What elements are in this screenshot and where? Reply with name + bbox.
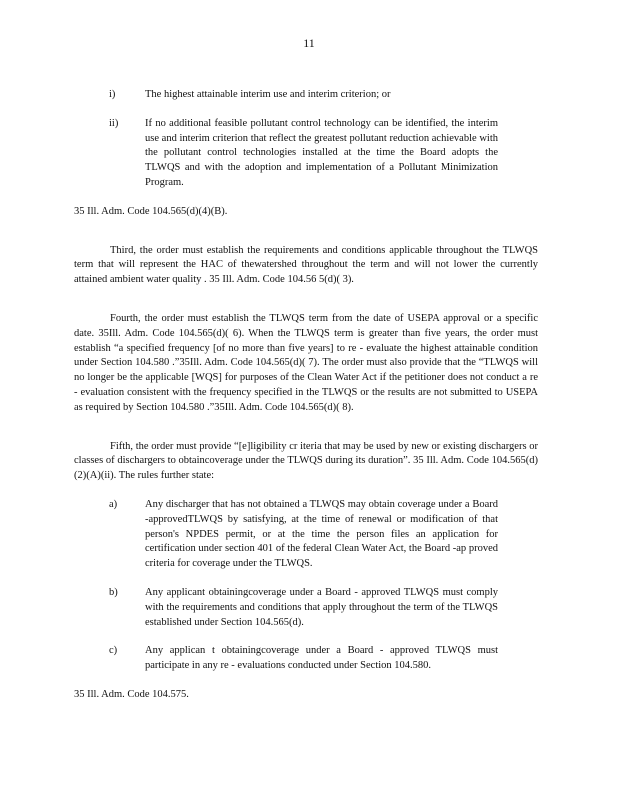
list-item-label: ii) (109, 117, 119, 129)
document-body (74, 88, 538, 717)
list-item-text: The highest attainable interim use and interim criterion; or (145, 89, 391, 100)
list-item-text: Any applican t obtainingcoverage under a Board - approved TLWQS must participate in any re - evaluations conducted under Section 104.580. (145, 645, 498, 672)
citation: 35 Ill. Adm. Code 104.575. (74, 688, 189, 700)
list-item (74, 586, 538, 630)
page-number: 11 (303, 36, 315, 50)
list-item-text: If no additional feasible pollutant control technology can be identified, the interim use and interim criterion that reflect the greatest pollutant reduction achievable with the pollutant control technologies installed at the time the Board adopts the TLWQS and with the adoption and implementation of a Pollutant Minimization Program. (145, 117, 498, 188)
paragraph-fifth: Fifth, the order must provide “[e]ligibility cr iteria that may be used by new or existing dischargers or classes of dischargers to obtaincoverage under the TLWQS during its duration”. 35 Ill. Adm. Code 104.565(d) (2)(A)(ii). The rules further state: (74, 440, 538, 482)
list-item (74, 117, 538, 191)
list-item (74, 644, 538, 674)
list-item (74, 498, 538, 572)
list-item-label: b) (109, 586, 118, 598)
list-item-text: Any applicant obtainingcoverage under a Board - approved TLWQS must comply with the requirements and conditions that apply throughout the term of the TLWQS established under Section 104.565(d). (145, 586, 498, 628)
paragraph-third: Third, the order must establish the requirements and conditions applicable throughout the TLWQS term that will represent the HAC of thewatershed throughout the term and will not lower the currently attained ambient water quality . 35 Ill. Adm. Code 104.56 5(d)( 3). (74, 244, 538, 286)
list-item-label: a) (109, 498, 118, 510)
list-item-label: c) (109, 645, 118, 657)
list-item-text: Any discharger that has not obtained a TLWQS may obtain coverage under a Board -approvedTLWQS by satisfying, at the time of renewal or modification of that person's NPDES permit, or at the time the person files an application for certification under section 401 of the federal Clean Water Act, the Board -ap proved criteria for coverage under the TLWQS. (145, 498, 498, 570)
citation: 35 Ill. Adm. Code 104.565(d)(4)(B). (74, 205, 228, 217)
paragraph-fourth: Fourth, the order must establish the TLWQS term from the date of USEPA approval or a specific date. 35Ill. Adm. Code 104.565(d)( 6). When the TLWQS term is greater than five years, the order must establish “a specified frequency [of no more than five years] to re - evaluate the highest attainable condition under Section 104.580 .”35Ill. Adm. Code 104.565(d)( 7). The order must also provide that the “TLWQS will no longer be the applicable [WQS] for purposes of the Clean Water Act if the petitioner does not conduct a re - evaluation consistent with the frequency specified in the TLWQS or the results are not submitted to USEPA as required by Section 104.580 .”35Ill. Adm. Code 104.565(d)( 8). (74, 312, 538, 413)
list-item-label: i) (109, 89, 116, 100)
list-item (74, 88, 538, 103)
